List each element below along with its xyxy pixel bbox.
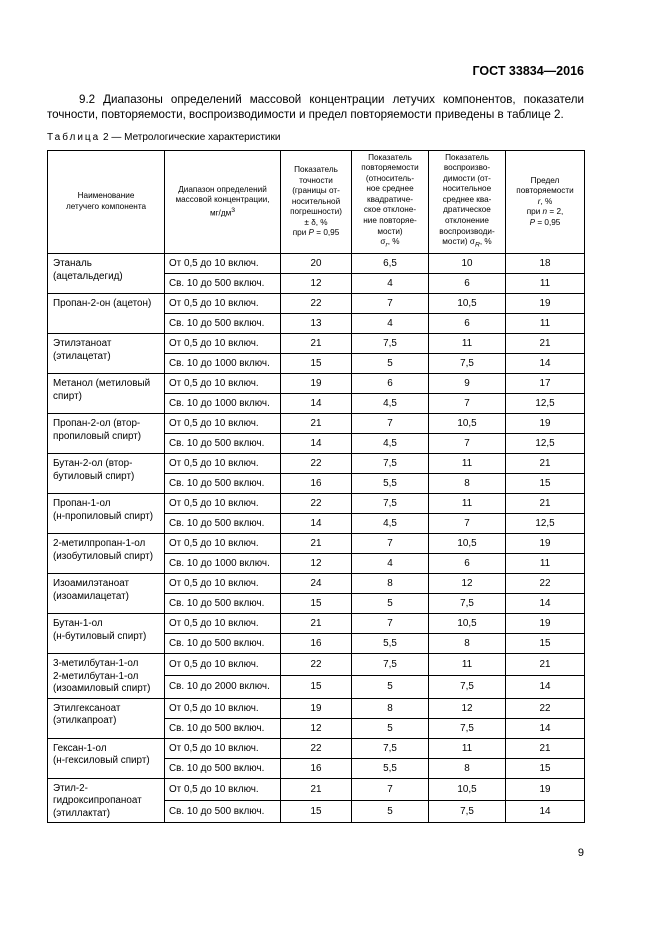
repeatability-cell: 6,5 <box>352 254 429 274</box>
repeatability-cell: 6 <box>352 374 429 394</box>
reproducibility-cell: 9 <box>429 374 506 394</box>
repeatability-cell: 5,5 <box>352 474 429 494</box>
reproducibility-cell: 7,5 <box>429 676 506 698</box>
limit-cell: 12,5 <box>506 434 585 454</box>
range-cell: От 0,5 до 10 включ. <box>165 654 281 676</box>
header-reproducibility: Показатель воспроизво- димости (от- носительное среднее ква- дратическое отклонение воспроизводи- мости) $\sigma_R$, % <box>429 151 506 254</box>
table-caption-number: 2 <box>103 132 109 143</box>
range-cell: Св. 10 до 1000 включ. <box>165 394 281 414</box>
limit-cell: 15 <box>506 474 585 494</box>
limit-cell: 19 <box>506 778 585 800</box>
accuracy-cell: 14 <box>281 394 352 414</box>
limit-cell: 21 <box>506 454 585 474</box>
reproducibility-cell: 12 <box>429 698 506 718</box>
limit-cell: 22 <box>506 574 585 594</box>
header-range: Диапазон определений массовой концентрации, $мг/дм^3$ <box>165 151 281 254</box>
reproducibility-cell: 11 <box>429 454 506 474</box>
limit-cell: 22 <box>506 698 585 718</box>
component-name-cell: Бутан-2-ол (втор- бутиловый спирт) <box>48 454 165 494</box>
range-cell: От 0,5 до 10 включ. <box>165 294 281 314</box>
reproducibility-cell: 11 <box>429 738 506 758</box>
repeatability-cell: 7,5 <box>352 494 429 514</box>
accuracy-cell: 20 <box>281 254 352 274</box>
repeatability-cell: 4,5 <box>352 394 429 414</box>
accuracy-cell: 22 <box>281 654 352 676</box>
table-row <box>48 534 585 554</box>
document-standard-number: ГОСТ 33834—2016 <box>472 64 584 78</box>
reproducibility-cell: 10,5 <box>429 414 506 434</box>
table-caption-title: — Метрологические характеристики <box>111 132 281 143</box>
range-cell: От 0,5 до 10 включ. <box>165 374 281 394</box>
limit-cell: 21 <box>506 334 585 354</box>
accuracy-cell: 14 <box>281 434 352 454</box>
repeatability-cell: 5 <box>352 354 429 374</box>
repeatability-cell: 7,5 <box>352 454 429 474</box>
accuracy-cell: 21 <box>281 414 352 434</box>
table-row <box>48 574 585 594</box>
component-name-cell: 3-метилбутан-1-ол 2-метилбутан-1-ол (изоамиловый спирт) <box>48 654 165 699</box>
table-row <box>48 738 585 758</box>
range-cell: От 0,5 до 10 включ. <box>165 738 281 758</box>
table-row <box>48 494 585 514</box>
range-cell: От 0,5 до 10 включ. <box>165 574 281 594</box>
accuracy-cell: 21 <box>281 534 352 554</box>
component-name-cell: Этилгексаноат (этилкапроат) <box>48 698 165 738</box>
reproducibility-cell: 8 <box>429 634 506 654</box>
metrological-table <box>47 150 585 823</box>
range-cell: Св. 10 до 1000 включ. <box>165 354 281 374</box>
table-header-row <box>48 151 585 254</box>
accuracy-cell: 13 <box>281 314 352 334</box>
limit-cell: 11 <box>506 274 585 294</box>
component-name-cell: Этилэтаноат (этилацетат) <box>48 334 165 374</box>
component-name-cell: Пропан-1-ол (н-пропиловый спирт) <box>48 494 165 534</box>
header-component: Наименование летучего компонента <box>48 151 165 254</box>
limit-cell: 14 <box>506 354 585 374</box>
repeatability-cell: 7,5 <box>352 334 429 354</box>
limit-cell: 12,5 <box>506 514 585 534</box>
range-cell: От 0,5 до 10 включ. <box>165 334 281 354</box>
reproducibility-cell: 11 <box>429 494 506 514</box>
repeatability-cell: 8 <box>352 574 429 594</box>
component-name-cell: Пропан-2-он (ацетон) <box>48 294 165 334</box>
range-cell: Св. 10 до 500 включ. <box>165 274 281 294</box>
accuracy-cell: 15 <box>281 676 352 698</box>
reproducibility-cell: 7,5 <box>429 354 506 374</box>
limit-cell: 19 <box>506 414 585 434</box>
reproducibility-cell: 6 <box>429 314 506 334</box>
accuracy-cell: 16 <box>281 474 352 494</box>
limit-cell: 17 <box>506 374 585 394</box>
table-row <box>48 294 585 314</box>
component-name-cell: Этил-2- гидроксипропаноат (этиллактат) <box>48 778 165 823</box>
table-body <box>48 254 585 823</box>
reproducibility-cell: 7 <box>429 514 506 534</box>
limit-cell: 21 <box>506 738 585 758</box>
header-repeatability-limit: Предел повторяемости r, % при n = 2, P = 0,95 <box>506 151 585 254</box>
table-row <box>48 614 585 634</box>
accuracy-cell: 14 <box>281 514 352 534</box>
reproducibility-cell: 11 <box>429 334 506 354</box>
component-name-cell: Изоамилэтаноат (изоамилацетат) <box>48 574 165 614</box>
intro-paragraph: 9.2 Диапазоны определений массовой концентрации летучих компонентов, показатели точности, повторяемости, воспроизводимости и предел повторяемости приведены в таблице 2. <box>47 93 584 121</box>
reproducibility-cell: 10,5 <box>429 294 506 314</box>
table-caption <box>47 132 280 143</box>
reproducibility-cell: 7 <box>429 394 506 414</box>
accuracy-cell: 19 <box>281 374 352 394</box>
accuracy-cell: 15 <box>281 594 352 614</box>
reproducibility-cell: 8 <box>429 758 506 778</box>
range-cell: От 0,5 до 10 включ. <box>165 494 281 514</box>
accuracy-cell: 12 <box>281 274 352 294</box>
accuracy-cell: 22 <box>281 494 352 514</box>
limit-cell: 14 <box>506 594 585 614</box>
accuracy-cell: 15 <box>281 354 352 374</box>
limit-cell: 19 <box>506 294 585 314</box>
component-name-cell: Метанол (метиловый спирт) <box>48 374 165 414</box>
accuracy-cell: 21 <box>281 334 352 354</box>
limit-cell: 18 <box>506 254 585 274</box>
range-cell: Св. 10 до 500 включ. <box>165 758 281 778</box>
reproducibility-cell: 6 <box>429 554 506 574</box>
repeatability-cell: 4 <box>352 554 429 574</box>
accuracy-cell: 21 <box>281 614 352 634</box>
reproducibility-cell: 6 <box>429 274 506 294</box>
repeatability-cell: 4 <box>352 274 429 294</box>
range-cell: Св. 10 до 500 включ. <box>165 718 281 738</box>
accuracy-cell: 24 <box>281 574 352 594</box>
accuracy-cell: 22 <box>281 738 352 758</box>
range-cell: От 0,5 до 10 включ. <box>165 698 281 718</box>
reproducibility-cell: 12 <box>429 574 506 594</box>
range-cell: От 0,5 до 10 включ. <box>165 778 281 800</box>
repeatability-cell: 5 <box>352 718 429 738</box>
repeatability-cell: 5,5 <box>352 634 429 654</box>
header-accuracy: Показатель точности (границы от- носительной погрешности) ± δ, % при P = 0,95 <box>281 151 352 254</box>
limit-cell: 14 <box>506 800 585 822</box>
accuracy-cell: 12 <box>281 718 352 738</box>
accuracy-cell: 22 <box>281 454 352 474</box>
component-name-cell: Гексан-1-ол (н-гексиловый спирт) <box>48 738 165 778</box>
repeatability-cell: 5 <box>352 800 429 822</box>
table-row <box>48 698 585 718</box>
repeatability-cell: 7,5 <box>352 654 429 676</box>
component-name-cell: Этаналь (ацетальдегид) <box>48 254 165 294</box>
reproducibility-cell: 10,5 <box>429 778 506 800</box>
table-caption-label: Таблица <box>47 132 101 143</box>
accuracy-cell: 16 <box>281 634 352 654</box>
reproducibility-cell: 7,5 <box>429 800 506 822</box>
header-repeatability: Показатель повторяемости (относитель- ное среднее квадратиче- ское отклоне- ние повторяе- мости) $\sigma_r$, % <box>352 151 429 254</box>
limit-cell: 14 <box>506 718 585 738</box>
range-cell: От 0,5 до 10 включ. <box>165 254 281 274</box>
limit-cell: 11 <box>506 314 585 334</box>
accuracy-cell: 12 <box>281 554 352 574</box>
limit-cell: 15 <box>506 758 585 778</box>
range-cell: Св. 10 до 500 включ. <box>165 800 281 822</box>
repeatability-cell: 7 <box>352 414 429 434</box>
limit-cell: 19 <box>506 534 585 554</box>
component-name-cell: 2-метилпропан-1-ол (изобутиловый спирт) <box>48 534 165 574</box>
limit-cell: 11 <box>506 554 585 574</box>
reproducibility-cell: 7,5 <box>429 718 506 738</box>
range-cell: Св. 10 до 500 включ. <box>165 514 281 534</box>
repeatability-cell: 7,5 <box>352 738 429 758</box>
reproducibility-cell: 10,5 <box>429 534 506 554</box>
repeatability-cell: 8 <box>352 698 429 718</box>
accuracy-cell: 22 <box>281 294 352 314</box>
limit-cell: 12,5 <box>506 394 585 414</box>
range-cell: Св. 10 до 500 включ. <box>165 434 281 454</box>
repeatability-cell: 5,5 <box>352 758 429 778</box>
repeatability-cell: 5 <box>352 594 429 614</box>
limit-cell: 14 <box>506 676 585 698</box>
limit-cell: 21 <box>506 494 585 514</box>
range-cell: Св. 10 до 2000 включ. <box>165 676 281 698</box>
limit-cell: 19 <box>506 614 585 634</box>
limit-cell: 15 <box>506 634 585 654</box>
range-cell: Св. 10 до 500 включ. <box>165 634 281 654</box>
range-cell: Св. 10 до 500 включ. <box>165 474 281 494</box>
range-cell: Св. 10 до 500 включ. <box>165 314 281 334</box>
repeatability-cell: 4 <box>352 314 429 334</box>
repeatability-cell: 4,5 <box>352 434 429 454</box>
table-row <box>48 334 585 354</box>
reproducibility-cell: 11 <box>429 654 506 676</box>
repeatability-cell: 4,5 <box>352 514 429 534</box>
table-row <box>48 374 585 394</box>
range-cell: От 0,5 до 10 включ. <box>165 414 281 434</box>
repeatability-cell: 7 <box>352 534 429 554</box>
repeatability-cell: 7 <box>352 614 429 634</box>
reproducibility-cell: 7 <box>429 434 506 454</box>
table-row <box>48 414 585 434</box>
range-cell: От 0,5 до 10 включ. <box>165 534 281 554</box>
limit-cell: 21 <box>506 654 585 676</box>
range-cell: От 0,5 до 10 включ. <box>165 614 281 634</box>
reproducibility-cell: 10,5 <box>429 614 506 634</box>
range-cell: От 0,5 до 10 включ. <box>165 454 281 474</box>
accuracy-cell: 15 <box>281 800 352 822</box>
range-cell: Св. 10 до 1000 включ. <box>165 554 281 574</box>
table-row <box>48 778 585 800</box>
accuracy-cell: 21 <box>281 778 352 800</box>
table-row <box>48 254 585 274</box>
reproducibility-cell: 7,5 <box>429 594 506 614</box>
accuracy-cell: 19 <box>281 698 352 718</box>
range-cell: Св. 10 до 500 включ. <box>165 594 281 614</box>
repeatability-cell: 7 <box>352 294 429 314</box>
repeatability-cell: 7 <box>352 778 429 800</box>
reproducibility-cell: 8 <box>429 474 506 494</box>
accuracy-cell: 16 <box>281 758 352 778</box>
reproducibility-cell: 10 <box>429 254 506 274</box>
component-name-cell: Пропан-2-ол (втор- пропиловый спирт) <box>48 414 165 454</box>
repeatability-cell: 5 <box>352 676 429 698</box>
table-row <box>48 654 585 676</box>
component-name-cell: Бутан-1-ол (н-бутиловый спирт) <box>48 614 165 654</box>
page-number: 9 <box>577 847 584 859</box>
table-row <box>48 454 585 474</box>
